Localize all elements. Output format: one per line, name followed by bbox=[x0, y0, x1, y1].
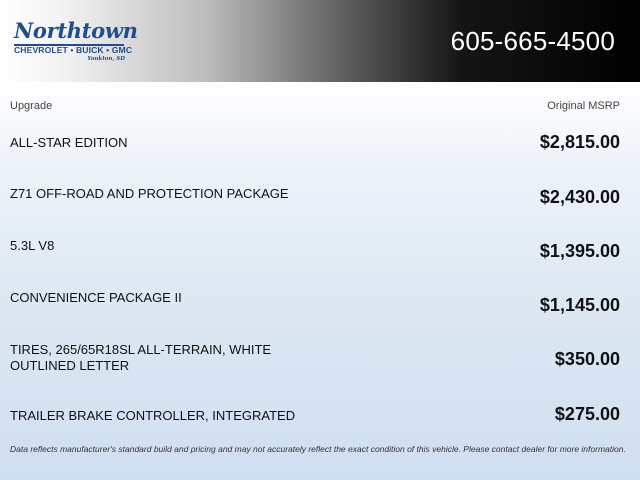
upgrade-price: $275.00 bbox=[554, 404, 620, 424]
upgrade-name: 5.3L V8 bbox=[10, 238, 55, 253]
upgrade-name: Z71 OFF-ROAD AND PROTECTION PACKAGE bbox=[10, 186, 289, 201]
disclaimer-text: Data reflects manufacturer's standard build and pricing and may not accurately reflect the exact condition of this vehicle. Please contact dealer for more information. bbox=[10, 444, 626, 454]
phone-number[interactable]: 605-665-4500 bbox=[450, 26, 615, 56]
upgrade-name: CONVENIENCE PACKAGE II bbox=[10, 290, 182, 305]
logo-brands-text: CHEVROLET • BUICK • GMC bbox=[14, 45, 133, 55]
upgrade-price: $1,395.00 bbox=[539, 241, 620, 261]
dealer-logo bbox=[12, 18, 138, 66]
upgrade-price: $350.00 bbox=[554, 349, 620, 369]
msrp-column-header: Original MSRP bbox=[547, 100, 620, 112]
upgrade-price: $2,430.00 bbox=[539, 187, 620, 207]
upgrade-name: ALL-STAR EDITION bbox=[10, 135, 128, 150]
upgrade-column-header: Upgrade bbox=[10, 100, 53, 112]
header-bar bbox=[0, 0, 640, 82]
logo-script-text: Northtown bbox=[14, 18, 138, 43]
upgrade-name: TIRES, 265/65R18SL ALL-TERRAIN, WHITE OUTLINED LETTER bbox=[10, 342, 272, 373]
logo-city-text: Yankton, SD bbox=[87, 56, 125, 62]
upgrade-name: TRAILER BRAKE CONTROLLER, INTEGRATED bbox=[10, 408, 296, 423]
upgrade-price: $1,145.00 bbox=[539, 295, 620, 315]
upgrade-price: $2,815.00 bbox=[539, 132, 620, 152]
